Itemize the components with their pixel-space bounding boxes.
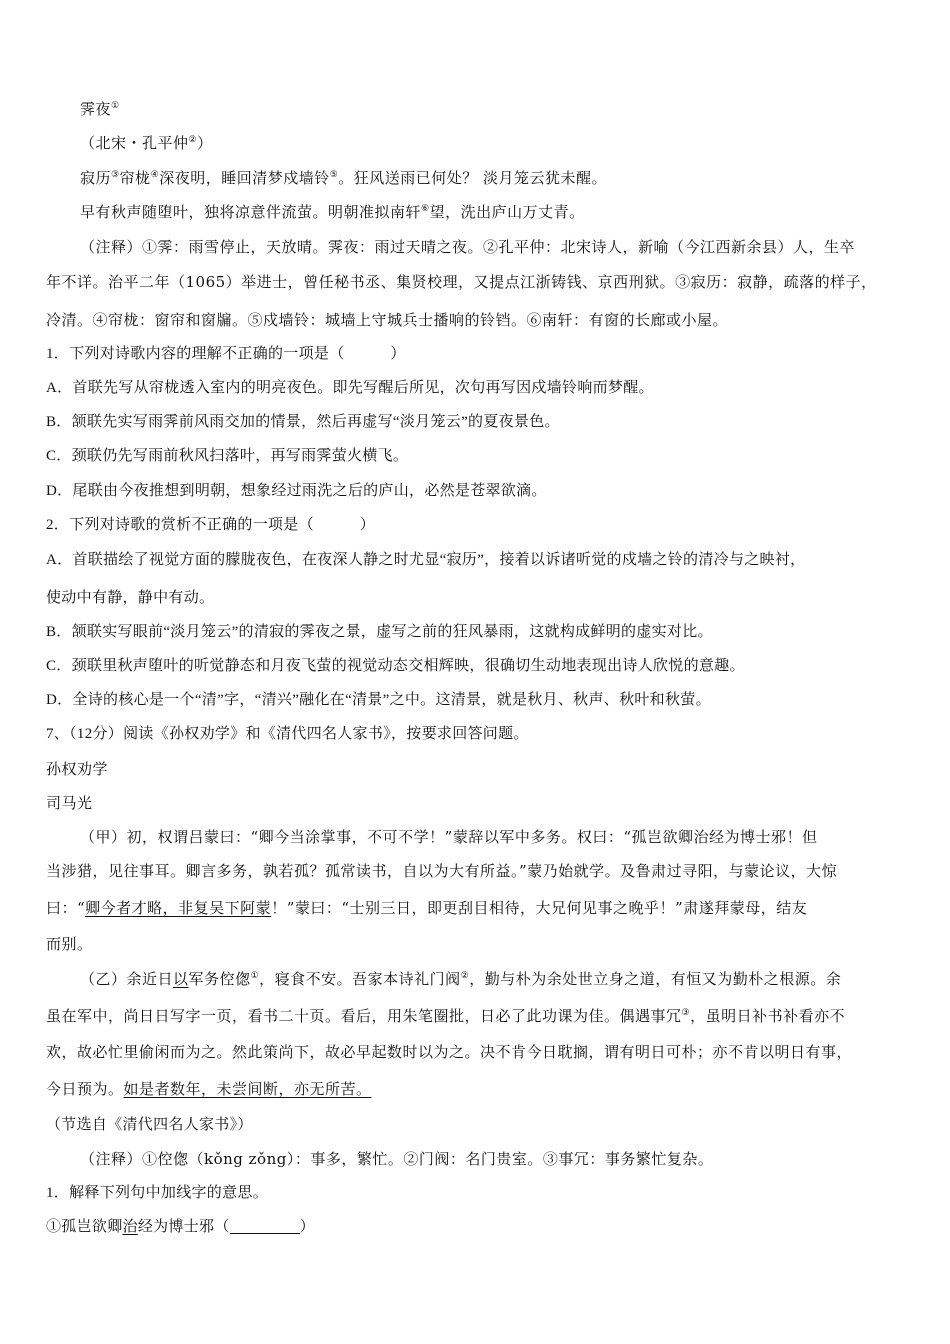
yi-line-4: 今日预为。如是者数年，未尝间断，亦无所苦。 xyxy=(46,1080,372,1098)
poem-notes-1: （注释）①霁：雨雪停止，天放晴。霁夜：雨过天晴之夜。②孔平仲：北宋诗人，新喻（今江西新余县）人，生卒 xyxy=(80,238,856,256)
item-underlined-char: 治 xyxy=(122,1219,138,1235)
yi-notes: （注释）①倥偬（kǒng zǒng）：事多，繁忙。②门阀：名门贵室。③事冗：事务繁忙复杂。 xyxy=(80,1150,714,1168)
q7-stem: 7、（12分）阅读《孙权劝学》和《清代四名人家书》，按要求回答问题。 xyxy=(46,726,529,742)
yi-line-1: （乙）余近日以军务倥偬①，寝食不安。吾家本诗礼门阀②，勤与朴为余处世立身之道，有恒又为勤朴之根源。余 xyxy=(80,970,842,988)
q2-option-a-1: A．首联描绘了视觉方面的朦胧夜色，在夜深人静之时尤显“寂历”，接着以诉诸听觉的戍墙之铃的清冷与之映衬， xyxy=(46,552,806,568)
jia-line-3: 曰：“卿今者才略，非复吴下阿蒙！”蒙曰：“士别三日，即更刮目相待，大兄何见事之晚乎！”肃遂拜蒙母，结友 xyxy=(46,899,808,917)
poem-notes-3: 冷清。④帘栊：窗帘和窗牖。⑤戍墙铃：城墙上守城兵士播响的铃铛。⑥南轩：有窗的长廊或小屋。 xyxy=(46,311,729,329)
source-line: （节选自《清代四名人家书》） xyxy=(46,1117,253,1133)
answer-blank[interactable] xyxy=(230,1219,300,1234)
yi-underlined-char: 以 xyxy=(173,970,189,988)
q2-option-c: C．颈联里秋声堕叶的听觉静态和月夜飞萤的视觉动态交相辉映，很确切生动地表现出诗人欣悦的意趣。 xyxy=(46,658,745,674)
jia-underlined-sentence: 卿今者才略，非复吴下阿蒙 xyxy=(85,899,272,917)
poem-line-2: 早有秋声随堕叶，独将凉意伴流萤。明朝准拟南轩⑥望，洗出庐山万丈青。 xyxy=(80,203,585,221)
jia-line-4: 而别。 xyxy=(46,935,93,953)
q1-option-c: C．颈联仍先写雨前秋风扫落叶，再写雨霁萤火横飞。 xyxy=(46,448,409,464)
sub-question-1: 1．解释下列句中加线字的意思。 xyxy=(46,1185,269,1201)
poem-author: （北宋・孔平仲②） xyxy=(80,134,213,152)
poem-notes-2: 年不详。治平二年（1065）举进士，曾任秘书丞、集贤校理，又提点江浙铸钱、京西刑狱。③寂历：寂静，疏落的样子， xyxy=(46,273,877,291)
q1-option-a: A．首联先写从帘栊透入室内的明亮夜色。即先写醒后所见，次句再写因戍墙铃响而梦醒。 xyxy=(46,380,654,396)
q7-text-author: 司马光 xyxy=(46,794,93,812)
q2-option-d: D．全诗的核心是一个“清”字，“清兴”融化在“清景”之中。这清景，就是秋月、秋声、秋叶和秋萤。 xyxy=(46,692,711,708)
q7-text-title: 孙权劝学 xyxy=(46,760,109,778)
sub-question-1-item-1: ①孤岂欲卿治经为博士邪（ ） xyxy=(46,1219,315,1235)
poem-line-1: 寂历③帘栊④深夜明，睡回清梦戍墙铃⑤。狂风送雨已何处？ 淡月笼云犹未醒。 xyxy=(80,169,608,187)
q2-stem: 2．下列对诗歌的赏析不正确的一项是（ ） xyxy=(46,517,376,533)
q2-option-a-2: 使动中有静，静中有动。 xyxy=(46,590,215,606)
q1-option-b: B．颔联先实写雨霁前风雨交加的情景，然后再虚写“淡月笼云”的夏夜景色。 xyxy=(46,414,560,430)
yi-underlined-sentence: 如是者数年，未尝间断，亦无所苦。 xyxy=(123,1080,372,1098)
q2-option-b: B．颔联实写眼前“淡月笼云”的清寂的霁夜之景，虚写之前的狂风暴雨，这就构成鲜明的虚实对比。 xyxy=(46,624,713,640)
q1-option-d: D．尾联由今夜推想到明朝，想象经过雨洗之后的庐山，必然是苍翠欲滴。 xyxy=(46,483,547,499)
yi-line-3: 欢，故必忙里偷闲而为之。然此策尚下，故必早起数时以为之。决不肯今日耽搁，谓有明日可朴；亦不肯以明日有事， xyxy=(46,1043,853,1061)
poem-title: 霁夜① xyxy=(80,100,120,118)
jia-line-2: 当涉猎，见往事耳。卿言多务，孰若孤？孤常读书，自以为大有所益。”蒙乃始就学。及鲁肃过寻阳，与蒙论议，大惊 xyxy=(46,862,838,880)
q1-stem: 1．下列对诗歌内容的理解不正确的一项是（ ） xyxy=(46,346,406,362)
jia-line-1: （甲）初，权谓吕蒙曰：“卿今当涂掌事，不可不学！”蒙辞以军中多务。权曰：“孤岂欲卿治经为博士邪！但 xyxy=(80,828,818,846)
yi-line-2: 虽在军中，尚日日写字一页，看书二十页。看后，用朱笔圈批，日必了此功课为佳。偶遇事冗③，虽明日补书补看亦不 xyxy=(46,1007,846,1025)
